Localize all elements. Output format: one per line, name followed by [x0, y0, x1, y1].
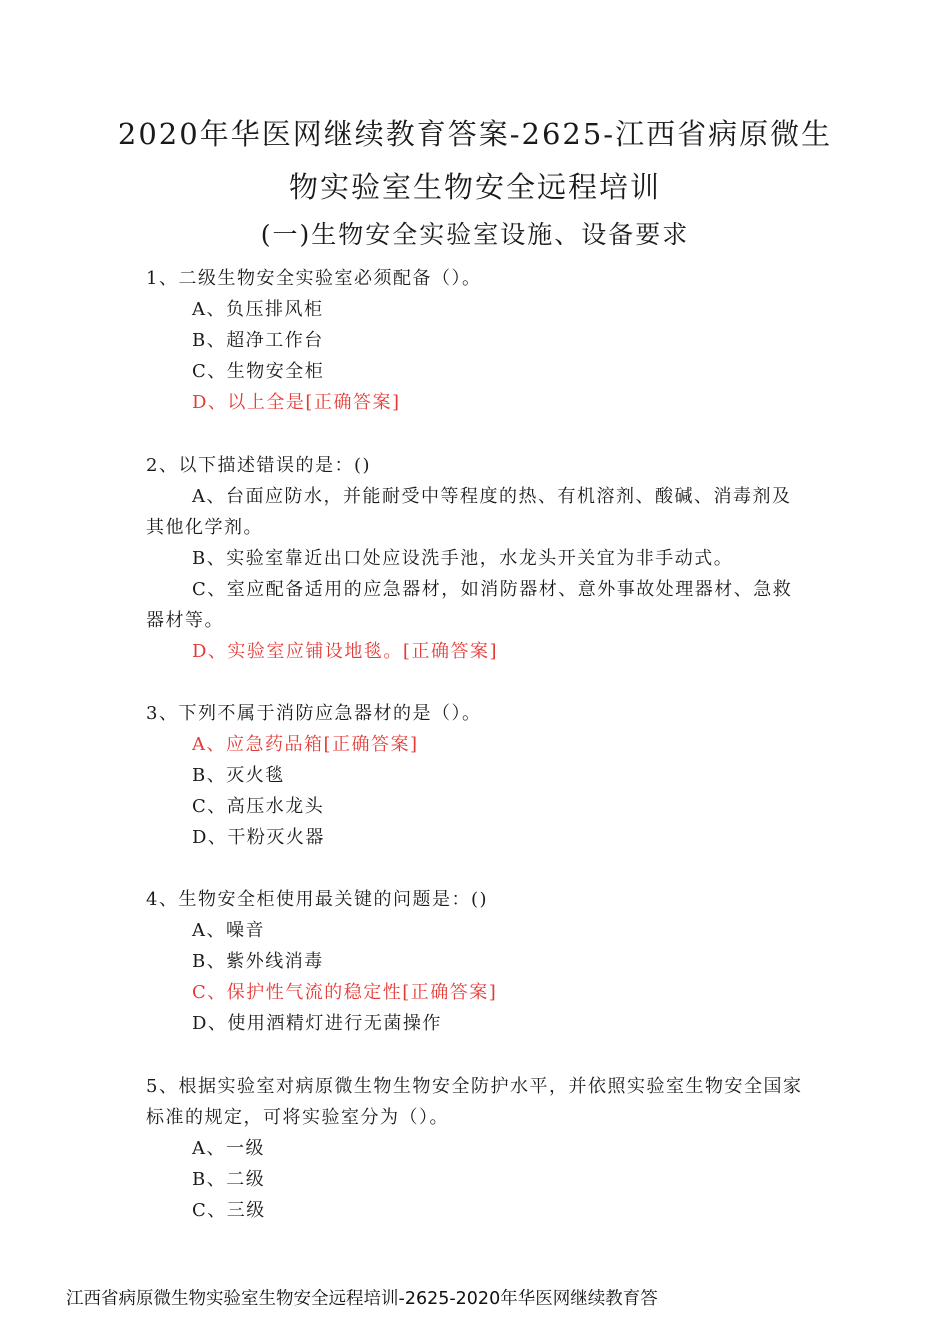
question-stem: 3、下列不属于消防应急器材的是（）。 [146, 703, 482, 724]
answer-option: C、室应配备适用的应急器材，如消防器材、意外事故处理器材、急救器材等。 [146, 579, 793, 631]
answer-option: C、生物安全柜 [192, 361, 325, 382]
answer-option-correct: C、保护性气流的稳定性[正确答案] [192, 982, 498, 1003]
answer-option: A、负压排风柜 [192, 299, 324, 320]
answer-option: B、实验室靠近出口处应设洗手池，水龙头开关宜为非手动式。 [192, 548, 734, 569]
answer-option: C、三级 [192, 1200, 266, 1221]
question-stem: 2、以下描述错误的是：() [146, 455, 371, 476]
answer-option-correct: D、以上全是[正确答案] [192, 392, 401, 413]
answer-option: B、灭火毯 [192, 765, 285, 786]
page-footer: 江西省病原微生物实验室生物安全远程培训-2625-2020年华医网继续教育答 [66, 1289, 658, 1309]
answer-option: A、噪音 [192, 920, 265, 941]
answer-option: A、一级 [192, 1138, 265, 1159]
question-1 [146, 263, 808, 418]
question-4 [146, 884, 808, 1039]
question-stem: 5、根据实验室对病原微生物生物安全防护水平，并依照实验室生物安全国家标准的规定，可将实验室分为（）。 [146, 1076, 803, 1128]
answer-option: D、干粉灭火器 [192, 827, 325, 848]
question-2 [146, 450, 808, 667]
answer-option: B、紫外线消毒 [192, 951, 324, 972]
answer-option: C、高压水龙头 [192, 796, 325, 817]
document-title-line-1: 2020年华医网继续教育答案-2625-江西省病原微生 [117, 117, 833, 151]
question-3 [146, 698, 808, 853]
document-title-line-2: 物实验室生物安全远程培训 [288, 170, 661, 204]
section-heading: (一)生物安全实验室设施、设备要求 [260, 220, 690, 249]
answer-option-correct: A、应急药品箱[正确答案] [192, 734, 419, 755]
question-stem: 1、二级生物安全实验室必须配备（）。 [146, 268, 482, 289]
question-5 [146, 1071, 808, 1226]
answer-option: D、使用酒精灯进行无菌操作 [192, 1013, 442, 1034]
answer-option: A、台面应防水，并能耐受中等程度的热、有机溶剂、酸碱、消毒剂及其他化学剂。 [146, 486, 792, 538]
answer-option: B、超净工作台 [192, 330, 324, 351]
question-stem: 4、生物安全柜使用最关键的问题是：() [146, 889, 488, 910]
answer-option: B、二级 [192, 1169, 266, 1190]
answer-option-correct: D、实验室应铺设地毯。[正确答案] [192, 641, 498, 662]
